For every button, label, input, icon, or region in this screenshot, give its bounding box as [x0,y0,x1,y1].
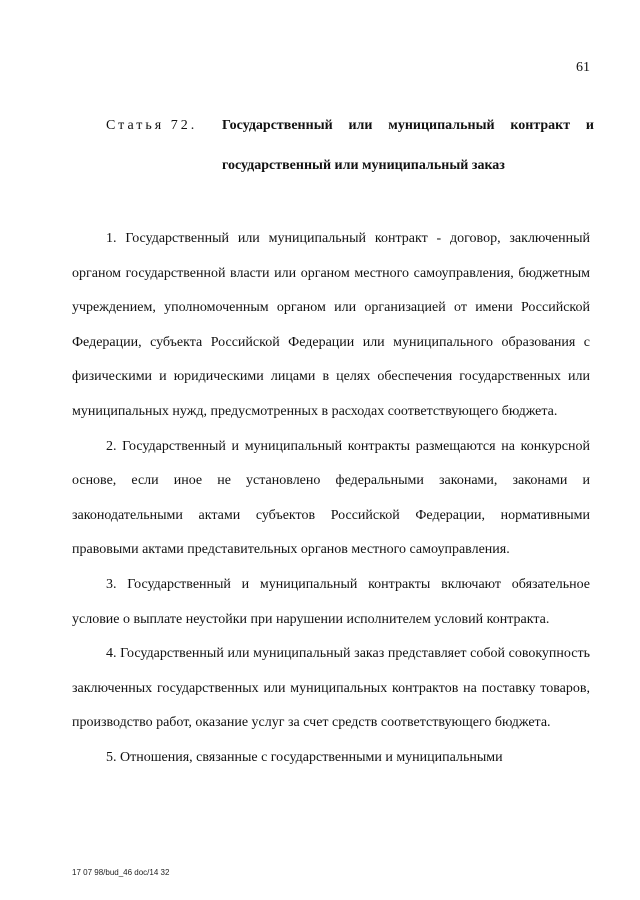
article-label: Статья 72. [106,118,198,133]
paragraph-4: 4. Государственный или муниципальный заказ представляет собой совокупность заключенных государственных или муниципальных контрактов на поставку товаров, производство работ, оказание услуг за счет средств соответствующего бюджета. [72,646,590,731]
article-title: Государственный или муниципальный контракт и государственный или муниципальный заказ [222,118,594,173]
body-text [72,222,590,776]
paragraph-1: 1. Государственный или муниципальный контракт - договор, заключенный органом государственной власти или органом местного самоуправления, бюджетным учреждением, уполномоченным органом или организацией от имени Российской Федерации, субъекта Российской Федерации или муниципального образования с физическими и юридическими лицами в целях обеспечения государственных или муниципальных нужд, предусмотренных в расходах соответствующего бюджета. [72,231,590,419]
footer-code: 17 07 98/bud_46 doc/14 32 [72,868,170,877]
paragraph-3: 3. Государственный и муниципальный контракты включают обязательное условие о выплате неустойки при нарушении исполнителем условий контракта. [72,576,590,627]
paragraph-5: 5. Отношения, связанные с государственными и муниципальными [106,749,503,765]
paragraph-2: 2. Государственный и муниципальный контракты размещаются на конкурсной основе, если иное не установлено федеральными законами, законами и законодательными актами субъектов Российской Федерации, нормативными правовыми актами представительных органов местного самоуправления. [72,438,590,558]
page-number: 61 [576,60,590,75]
